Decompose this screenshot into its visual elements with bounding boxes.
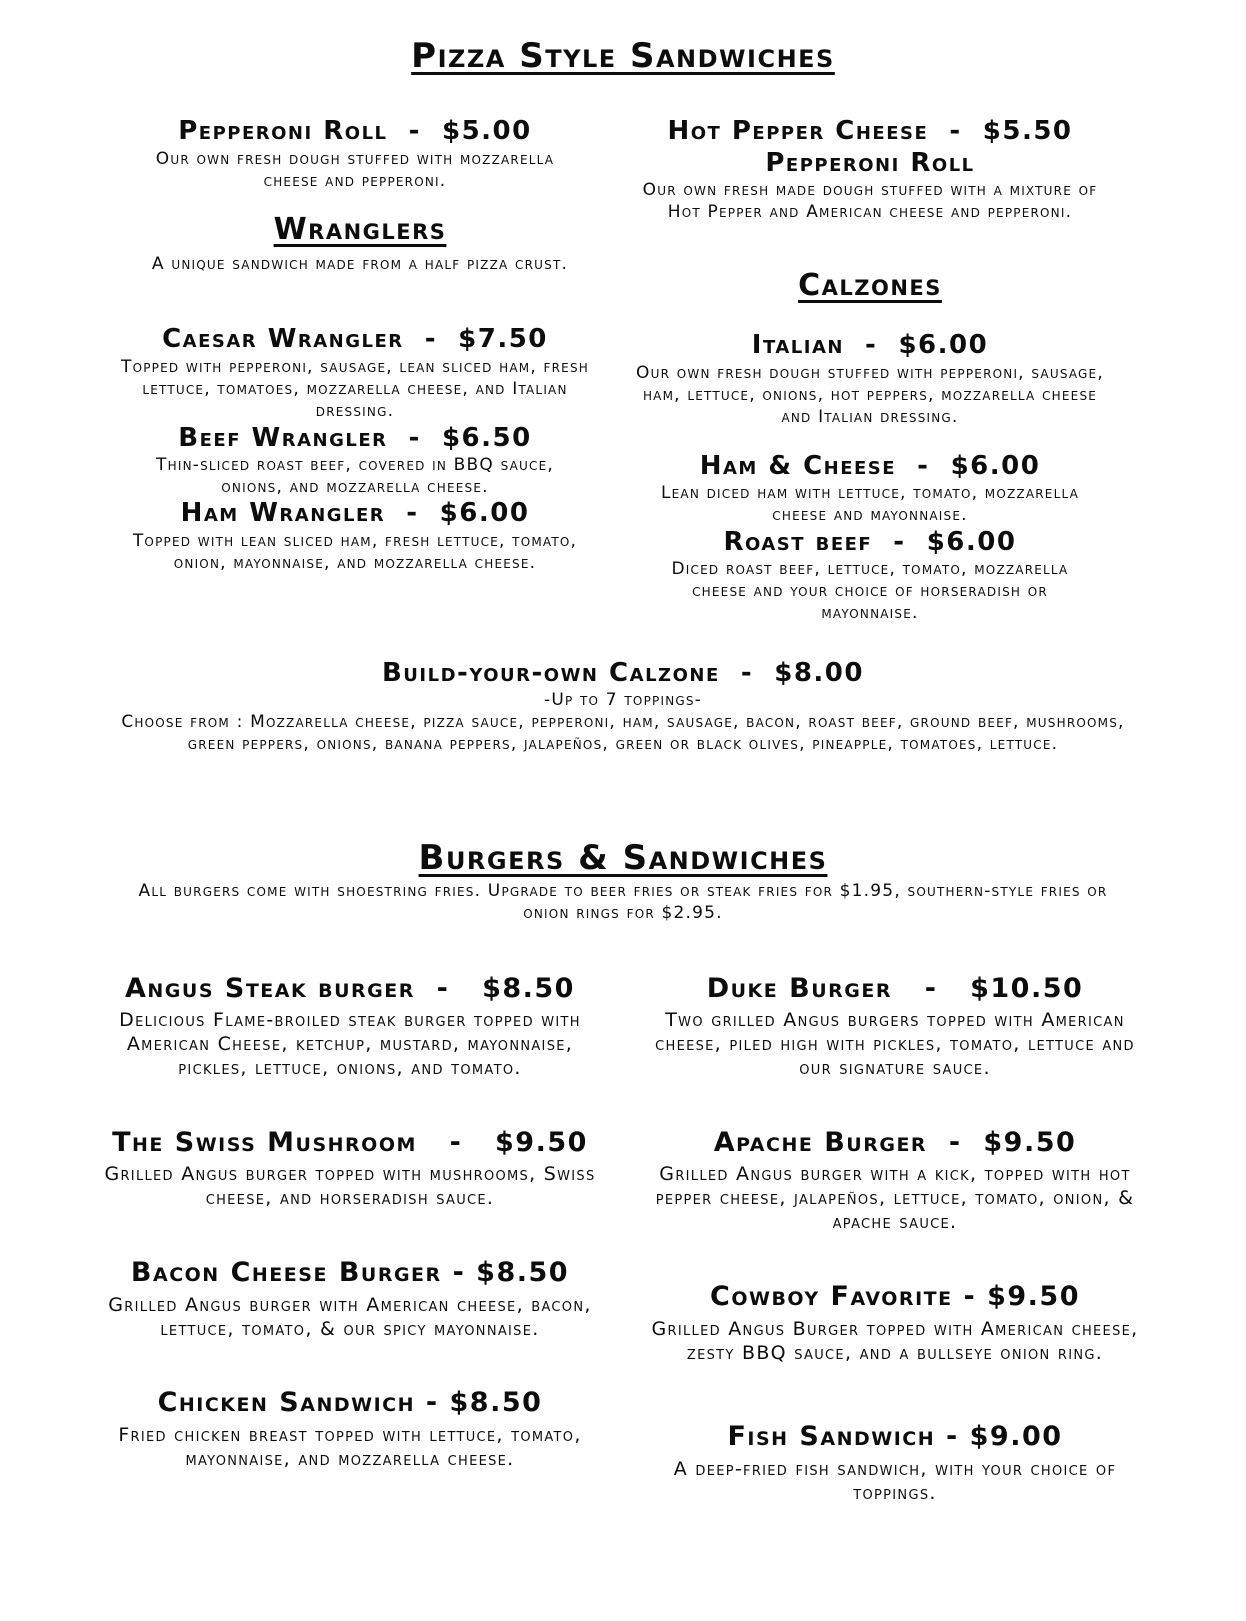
- item-desc-cowboy-favorite: Grilled Angus Burger topped with American cheese, zesty BBQ sauce, and a bullseye onion ring.: [651, 1318, 1139, 1364]
- item-title-bacon-cheese-burger: Bacon Cheese Burger - $8.50: [130, 1257, 570, 1288]
- item-desc-duke-burger: Two grilled Angus burgers topped with American cheese, piled high with pickles, tomato, lettuce and our signature sauce.: [655, 1009, 1135, 1079]
- item-title-hot-pepper-roll: Pepperoni Roll: [765, 148, 975, 178]
- section-heading-wranglers: Wranglers: [273, 212, 447, 247]
- wranglers-intro: A unique sandwich made from a half pizza crust.: [151, 254, 569, 274]
- item-title-beef-wrangler: Beef Wrangler - $6.50: [178, 423, 532, 453]
- item-title-cowboy-favorite: Cowboy Favorite - $9.50: [710, 1281, 1080, 1312]
- item-title-hot-pepper-cheese: Hot Pepper Cheese - $5.50: [667, 116, 1073, 146]
- item-desc-fish-sandwich: A deep-fried fish sandwich, with your choice of toppings.: [673, 1458, 1117, 1504]
- item-title-angus-steak-burger: Angus Steak burger - $8.50: [125, 973, 575, 1004]
- item-title-ham-cheese: Ham & Cheese - $6.00: [699, 451, 1041, 481]
- section-heading-burgers: Burgers & Sandwiches: [418, 838, 828, 878]
- item-desc-build-calzone: Choose from : Mozzarella cheese, pizza sauce, pepperoni, ham, sausage, bacon, roast beef, ground beef, mushrooms, green peppers, onions, banana peppers, jalapeños, green or black olives, pineapple, tomatoes, lettuce.: [121, 712, 1125, 754]
- section-heading-pizza: Pizza Style Sandwiches: [411, 36, 835, 76]
- item-title-roast-beef: Roast beef - $6.00: [723, 527, 1017, 557]
- item-desc-ham-cheese: Lean diced ham with lettuce, tomato, mozzarella cheese and mayonnaise.: [660, 483, 1080, 525]
- item-title-ham-wrangler: Ham Wrangler - $6.00: [180, 498, 530, 528]
- item-title-caesar-wrangler: Caesar Wrangler - $7.50: [162, 324, 548, 354]
- item-title-italian: Italian - $6.00: [751, 330, 989, 360]
- item-desc-bacon-cheese-burger: Grilled Angus burger with American cheese, bacon, lettuce, tomato, & our spicy mayonnaise.: [108, 1294, 592, 1340]
- burgers-intro: All burgers come with shoestring fries. Upgrade to beer fries or steak fries for $1.95, southern-style fries or onion rings for $2.95.: [138, 881, 1108, 923]
- item-title-duke-burger: Duke Burger - $10.50: [706, 973, 1084, 1004]
- item-desc-ham-wrangler: Topped with lean sliced ham, fresh lettuce, tomato, onion, mayonnaise, and mozzarella cheese.: [132, 531, 578, 573]
- item-title-chicken-sandwich: Chicken Sandwich - $8.50: [157, 1387, 543, 1418]
- item-desc-pepperoni-roll: Our own fresh dough stuffed with mozzarella cheese and pepperoni.: [155, 149, 555, 191]
- item-desc-italian: Our own fresh dough stuffed with pepperoni, sausage, ham, lettuce, onions, hot peppers, mozzarella cheese and Italian dressing.: [636, 363, 1104, 427]
- item-title-apache-burger: Apache Burger - $9.50: [713, 1127, 1077, 1158]
- item-desc-beef-wrangler: Thin-sliced roast beef, covered in BBQ sauce, onions, and mozzarella cheese.: [156, 455, 554, 497]
- item-title-fish-sandwich: Fish Sandwich - $9.00: [727, 1421, 1063, 1452]
- item-desc-swiss-mushroom: Grilled Angus burger topped with mushrooms, Swiss cheese, and horseradish sauce.: [104, 1163, 596, 1209]
- build-calzone-subtitle: -Up to 7 toppings-: [543, 690, 703, 710]
- item-desc-hot-pepper-roll: Our own fresh made dough stuffed with a mixture of Hot Pepper and American cheese and pepperoni.: [642, 180, 1098, 222]
- item-desc-caesar-wrangler: Topped with pepperoni, sausage, lean sliced ham, fresh lettuce, tomatoes, mozzarella cheese, and Italian dressing.: [121, 357, 589, 421]
- section-heading-calzones: Calzones: [798, 268, 942, 303]
- item-desc-roast-beef: Diced roast beef, lettuce, tomato, mozzarella cheese and your choice of horseradish or mayonnaise.: [671, 559, 1069, 623]
- item-desc-chicken-sandwich: Fried chicken breast topped with lettuce, tomato, mayonnaise, and mozzarella cheese.: [118, 1424, 582, 1470]
- item-title-pepperoni-roll: Pepperoni Roll - $5.00: [178, 116, 532, 146]
- item-title-build-calzone: Build-your-own Calzone - $8.00: [381, 658, 864, 688]
- item-desc-apache-burger: Grilled Angus burger with a kick, topped with hot pepper cheese, jalapeños, lettuce, tomato, onion, & apache sauce.: [655, 1163, 1135, 1233]
- item-title-swiss-mushroom: The Swiss Mushroom - $9.50: [112, 1127, 588, 1158]
- item-desc-angus-steak-burger: Delicious Flame-broiled steak burger topped with American Cheese, ketchup, mustard, mayonnaise, pickles, lettuce, onions, and tomato.: [119, 1009, 581, 1079]
